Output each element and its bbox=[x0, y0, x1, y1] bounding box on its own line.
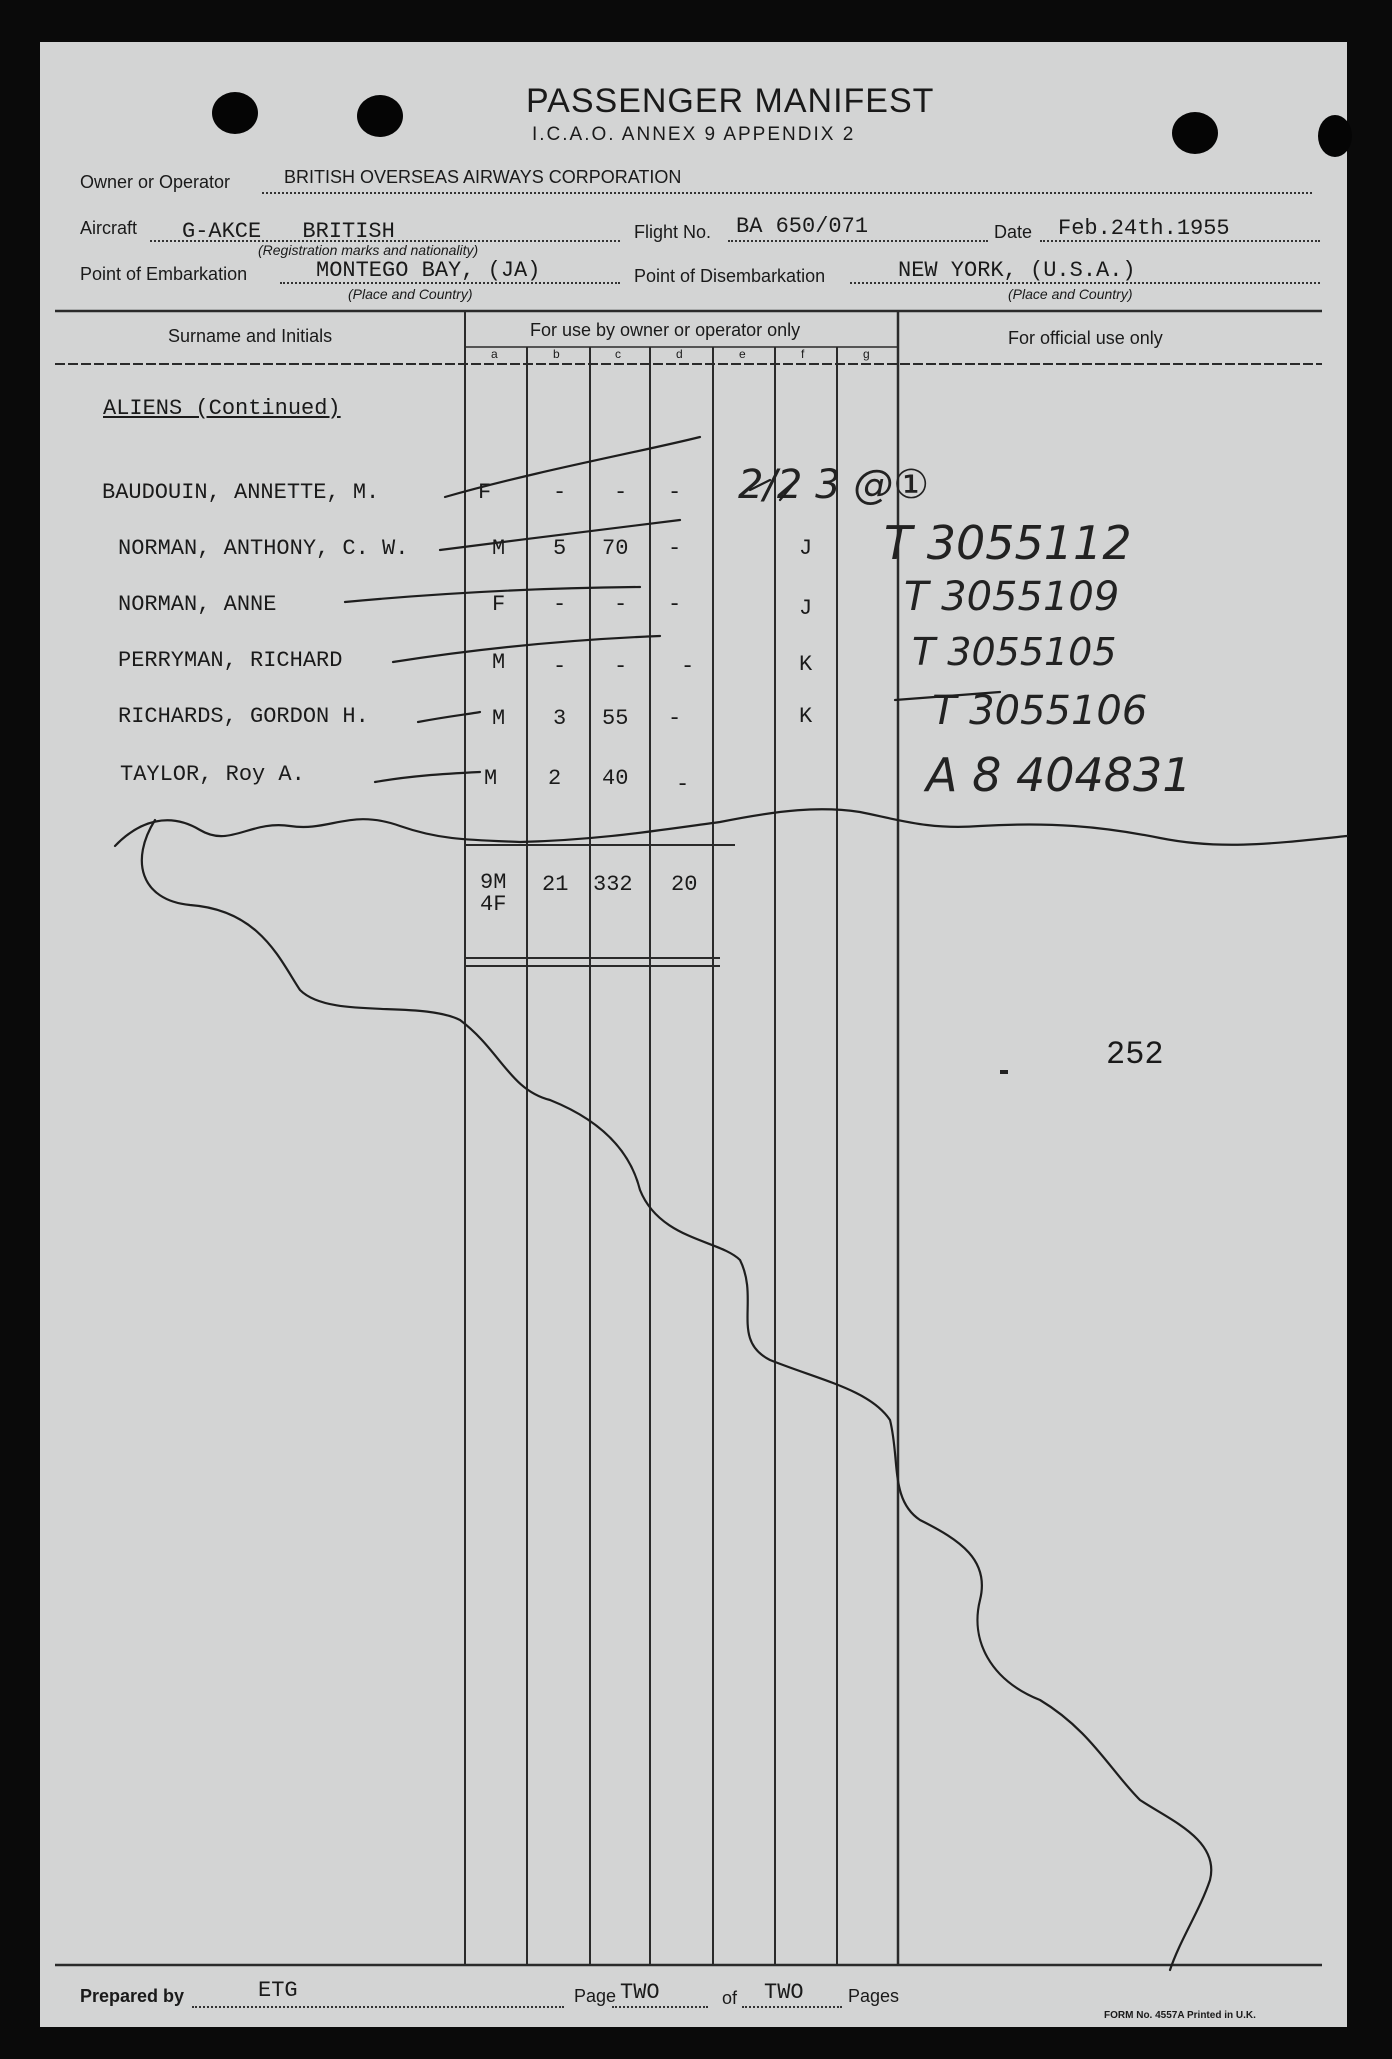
cell-b: 2 bbox=[548, 766, 562, 791]
section-heading: ALIENS (Continued) bbox=[103, 396, 341, 421]
cell-b: 5 bbox=[553, 536, 567, 561]
cell-a: M bbox=[492, 706, 506, 731]
sub-column-d: d bbox=[676, 347, 683, 361]
column-header-name: Surname and Initials bbox=[168, 326, 333, 346]
pages-label: Pages bbox=[848, 1986, 900, 2006]
passenger-name: RICHARDS, GORDON H. bbox=[118, 704, 369, 729]
cell-d: - bbox=[668, 706, 682, 731]
aircraft-value: G-AKCE BRITISH bbox=[182, 219, 395, 244]
cell-d: - bbox=[668, 592, 682, 617]
date-label: Date bbox=[994, 222, 1033, 242]
cell-f: K bbox=[799, 704, 813, 729]
cell-b: 3 bbox=[553, 706, 567, 731]
cell-a: F bbox=[492, 592, 506, 617]
embarkation-note: (Place and Country) bbox=[348, 286, 473, 302]
cell-f: J bbox=[799, 596, 813, 621]
page-value: TWO bbox=[620, 1980, 660, 2005]
column-header-owner: For use by owner or operator only bbox=[530, 320, 801, 340]
total-a-male: 9M bbox=[480, 870, 507, 895]
official-entry: T 3055105 bbox=[912, 630, 1117, 674]
passenger-name: NORMAN, ANTHONY, C. W. bbox=[118, 536, 409, 561]
cell-b: - bbox=[553, 480, 567, 505]
cell-d: - bbox=[676, 772, 690, 797]
embarkation-label: Point of Embarkation bbox=[80, 264, 248, 284]
sub-column-g: g bbox=[863, 347, 870, 361]
passenger-name: TAYLOR, Roy A. bbox=[120, 762, 305, 787]
cell-f: K bbox=[799, 652, 813, 677]
cell-b: - bbox=[553, 654, 567, 679]
aircraft-note: (Registration marks and nationality) bbox=[258, 242, 479, 258]
sub-column-a: a bbox=[491, 347, 498, 361]
flight-value: BA 650/071 bbox=[736, 214, 869, 239]
cell-a: M bbox=[484, 766, 498, 791]
sub-column-e: e bbox=[739, 347, 746, 361]
disembarkation-value: NEW YORK, (U.S.A.) bbox=[898, 258, 1136, 283]
stamp-number: 252 bbox=[1106, 1036, 1164, 1073]
prepared-by-dotted-line bbox=[192, 2006, 564, 2008]
total-a-female: 4F bbox=[480, 892, 507, 917]
cell-a: M bbox=[492, 536, 506, 561]
official-entry: A 8 404831 bbox=[926, 748, 1192, 802]
embarkation-value: MONTEGO BAY, (JA) bbox=[316, 258, 541, 283]
flight-label: Flight No. bbox=[634, 222, 712, 242]
cell-c: - bbox=[614, 592, 628, 617]
official-entry: T 3055112 bbox=[884, 516, 1132, 570]
total-d: 20 bbox=[671, 872, 698, 897]
passenger-name: PERRYMAN, RICHARD bbox=[118, 648, 343, 673]
prepared-by-value: ETG bbox=[258, 1978, 298, 2003]
cell-c: - bbox=[614, 480, 628, 505]
owner-label: Owner or Operator bbox=[80, 172, 231, 192]
page-label: Page bbox=[574, 1986, 617, 2006]
document-title: PASSENGER MANIFEST bbox=[526, 82, 935, 120]
total-c: 332 bbox=[593, 872, 633, 897]
cell-b: - bbox=[553, 592, 567, 617]
cell-c: - bbox=[614, 654, 628, 679]
passenger-name: NORMAN, ANNE bbox=[118, 592, 277, 617]
sub-column-f: f bbox=[801, 347, 805, 361]
prepared-by-label: Prepared by bbox=[80, 1986, 185, 2006]
of-value: TWO bbox=[764, 1980, 804, 2005]
cell-d: - bbox=[668, 536, 682, 561]
cell-a: M bbox=[492, 650, 506, 675]
disembarkation-label: Point of Disembarkation bbox=[634, 266, 826, 286]
sub-column-c: c bbox=[615, 347, 621, 361]
passenger-name: BAUDOUIN, ANNETTE, M. bbox=[102, 480, 380, 505]
cell-c: 55 bbox=[602, 706, 629, 731]
document-subtitle: I.C.A.O. ANNEX 9 APPENDIX 2 bbox=[532, 124, 856, 145]
official-entry: T 3055106 bbox=[932, 688, 1148, 734]
disembarkation-note: (Place and Country) bbox=[1008, 286, 1133, 302]
aircraft-label: Aircraft bbox=[80, 218, 138, 238]
of-label: of bbox=[722, 1988, 738, 2008]
page-dotted-line bbox=[612, 2006, 708, 2008]
cell-f: J bbox=[799, 536, 813, 561]
date-value: Feb.24th.1955 bbox=[1058, 216, 1230, 241]
cell-c: 40 bbox=[602, 766, 629, 791]
official-entry: 2/2 3 @① bbox=[738, 462, 930, 508]
cell-a: F bbox=[478, 480, 492, 505]
cell-d: - bbox=[668, 480, 682, 505]
official-entry: T 3055109 bbox=[904, 574, 1120, 620]
sub-column-b: b bbox=[553, 347, 560, 361]
owner-value: BRITISH OVERSEAS AIRWAYS CORPORATION bbox=[284, 167, 682, 187]
form-number: FORM No. 4557A Printed in U.K. bbox=[1104, 2010, 1256, 2021]
column-header-official: For official use only bbox=[1008, 328, 1163, 348]
of-dotted-line bbox=[742, 2006, 842, 2008]
total-b: 21 bbox=[542, 872, 569, 897]
cell-d: - bbox=[681, 654, 695, 679]
cell-c: 70 bbox=[602, 536, 629, 561]
